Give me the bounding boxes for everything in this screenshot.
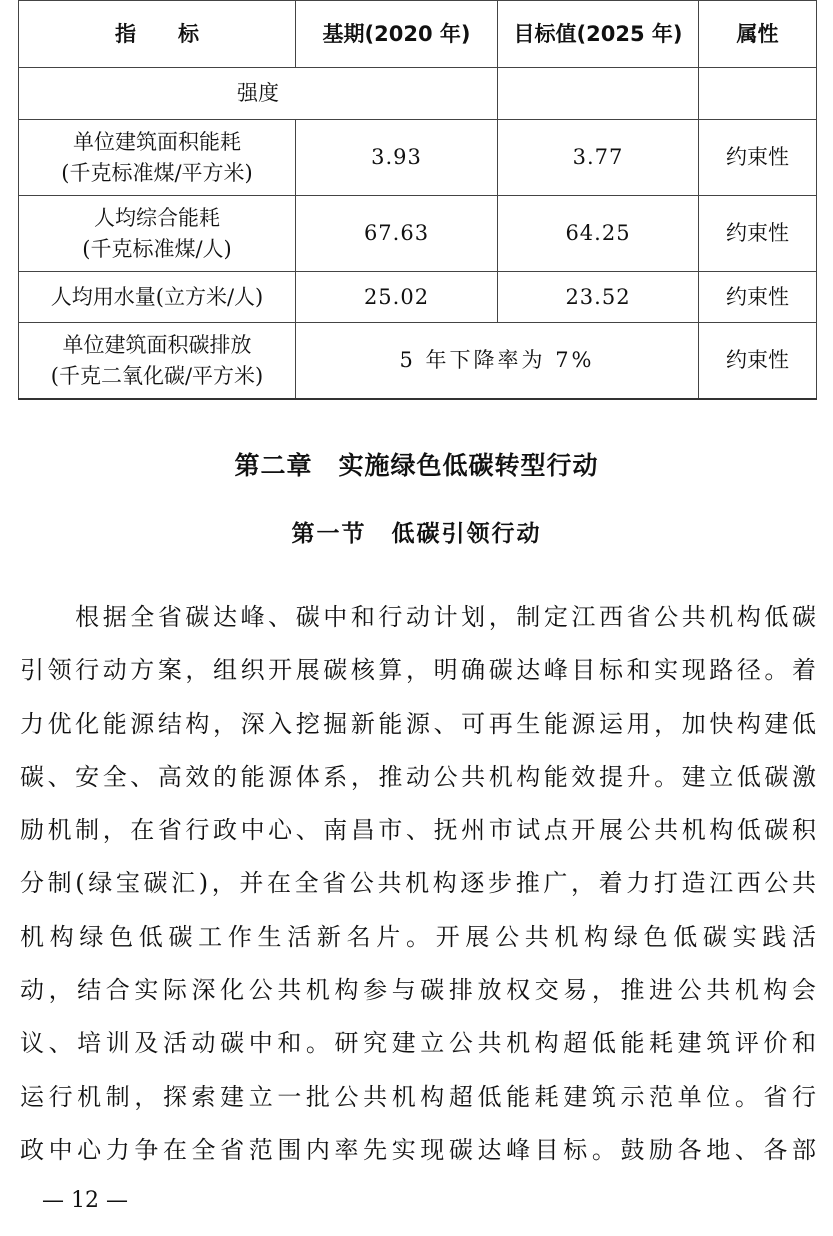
attribute-value: 约束性 [699,272,817,323]
header-indicator: 指 标 [19,1,296,68]
table-row-intensity [19,68,817,120]
intensity-label: 强度 [19,68,498,120]
table-row [19,120,817,196]
indicator-name: 单位建筑面积能耗 [73,129,241,154]
body-line: 动，结合实际深化公共机构参与碳排放权交易，推进公共机构会 [20,976,816,1005]
table-cell [699,68,817,120]
body-line: 引领行动方案，组织开展碳核算，明确碳达峰目标和实现路径。着 [20,656,816,685]
body-line: 碳、安全、高效的能源体系，推动公共机构能效提升。建立低碳激 [20,762,816,791]
base-value: 67.63 [296,196,498,272]
combined-target-value: 5 年下降率为 7% [296,323,699,400]
attribute-value: 约束性 [699,323,817,400]
indicator-name: 人均综合能耗 [94,205,220,230]
indicator-unit: (千克标准煤/人) [82,236,232,261]
table-row [19,272,817,323]
target-value: 64.25 [498,196,699,272]
body-line: 机构绿色低碳工作生活新名片。开展公共机构绿色低碳实践活 [20,922,816,951]
indicator-table [18,0,817,400]
header-target-value: 目标值(2025 年) [498,1,699,68]
chapter-title: 第二章 实施绿色低碳转型行动 [234,451,599,480]
body-line: 根据全省碳达峰、碳中和行动计划，制定江西省公共机构低碳 [20,603,816,631]
indicator-name: 单位建筑面积碳排放 [62,332,252,357]
indicator-name: 人均用水量(立方米/人) [19,272,296,323]
body-line: 分制(绿宝碳汇)，并在全省公共机构逐步推广，着力打造江西公共 [20,869,816,898]
base-value: 25.02 [296,272,498,323]
body-line: 运行机制，探索建立一批公共机构超低能耗建筑示范单位。省行 [20,1082,816,1111]
table-cell [498,68,699,120]
indicator-cell [19,120,296,196]
attribute-value: 约束性 [699,120,817,196]
attribute-value: 约束性 [699,196,817,272]
header-base-period: 基期(2020 年) [296,1,498,68]
indicator-cell [19,196,296,272]
table-row [19,323,817,400]
body-line: 政中心力争在全省范围内率先实现碳达峰目标。鼓励各地、各部 [20,1135,816,1164]
target-value: 23.52 [498,272,699,323]
indicator-unit: (千克标准煤/平方米) [61,160,253,185]
body-line: 议、培训及活动碳中和。研究建立公共机构超低能耗建筑评价和 [20,1029,816,1058]
body-line: 力优化能源结构，深入挖掘新能源、可再生能源运用，加快构建低 [20,709,816,738]
header-attribute: 属性 [699,1,817,68]
page-number: — 12 — [42,1188,128,1213]
indicator-unit: (千克二氧化碳/平方米) [50,363,264,388]
indicator-cell [19,323,296,400]
table-header-row [19,1,817,68]
target-value: 3.77 [498,120,699,196]
base-value: 3.93 [296,120,498,196]
body-paragraph [20,591,816,1177]
body-line: 励机制，在省行政中心、南昌市、抚州市试点开展公共机构低碳积 [20,816,816,845]
table-row [19,196,817,272]
section-title: 第一节 低碳引领行动 [291,520,542,547]
